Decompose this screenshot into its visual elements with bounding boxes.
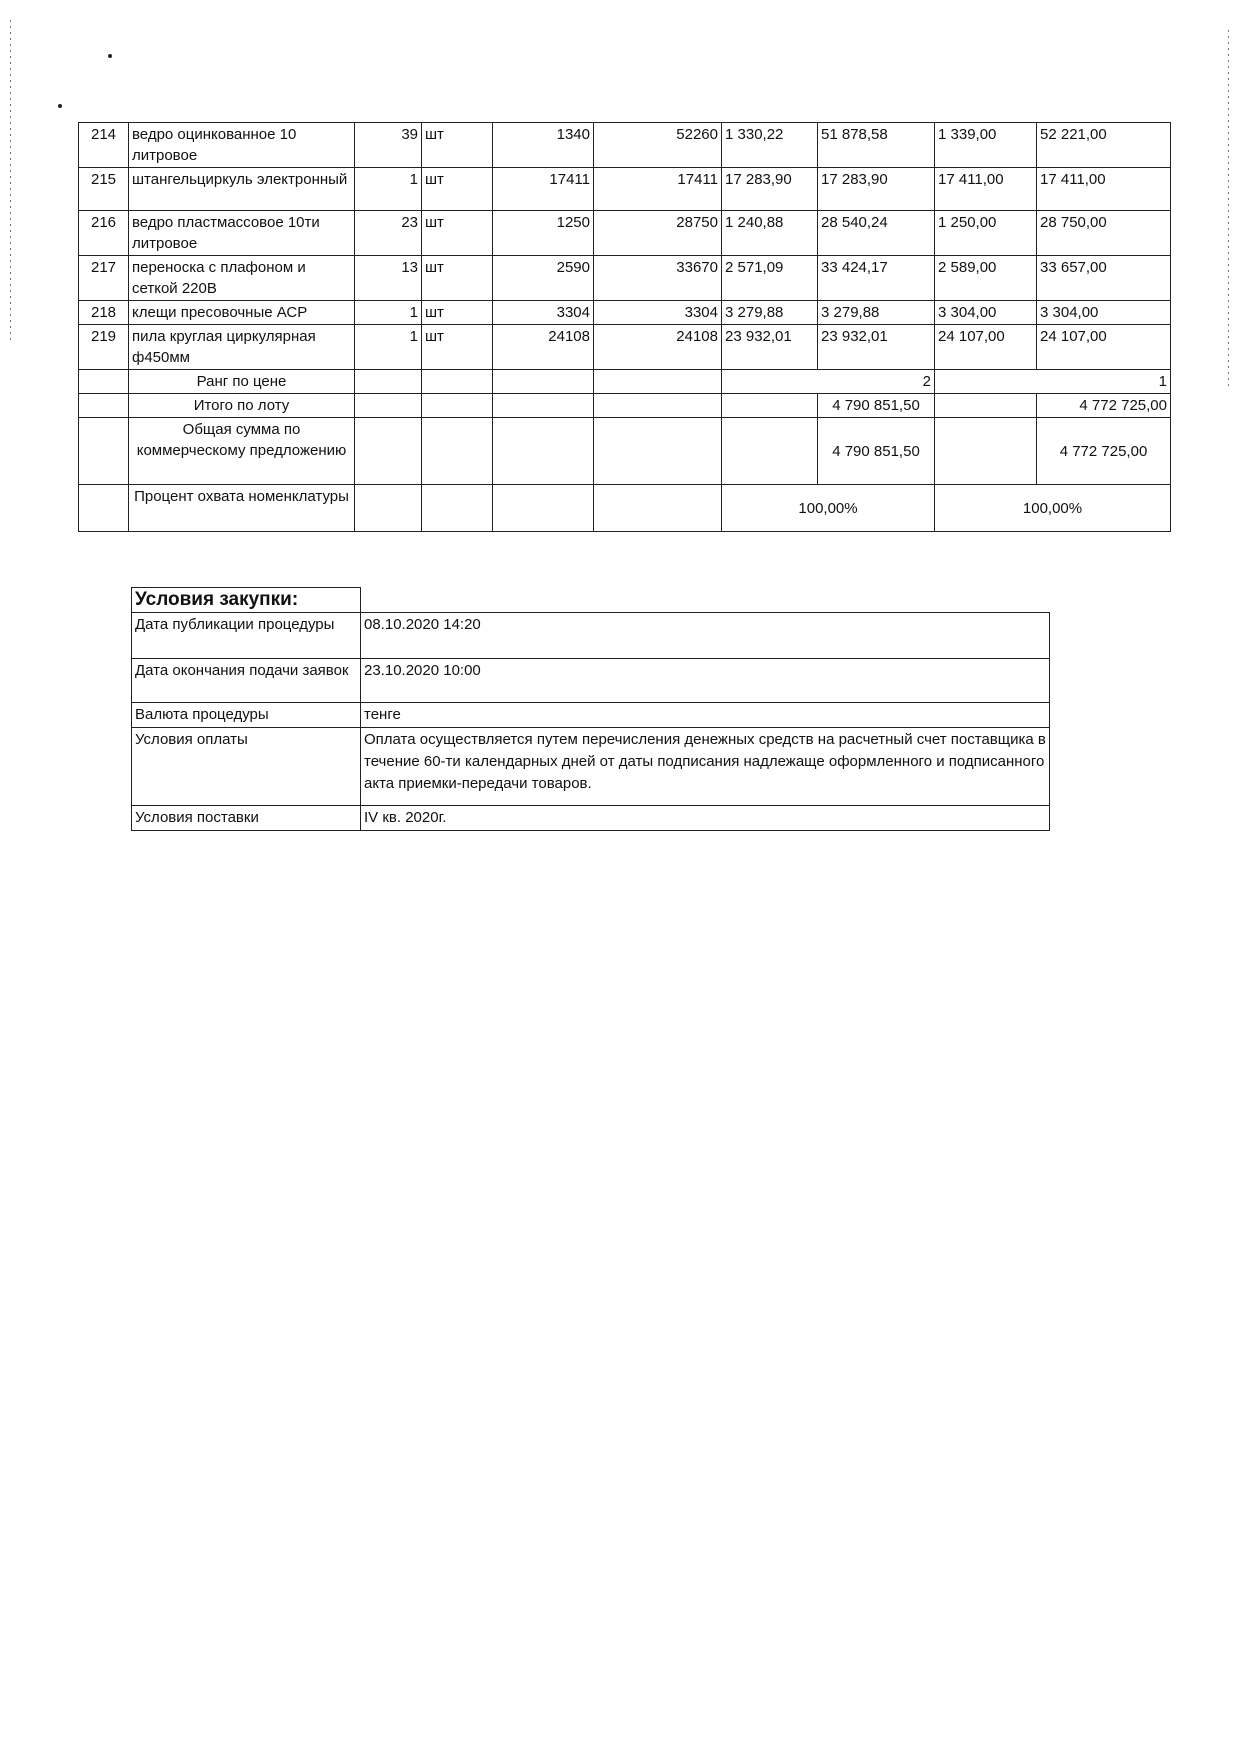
offer-total-row: [79, 418, 1171, 485]
table-row: [79, 325, 1171, 370]
item-price: 1340: [493, 123, 594, 168]
supplier2-sum: 33 657,00: [1037, 256, 1171, 301]
condition-row: [132, 728, 1050, 806]
item-number: 219: [79, 325, 129, 370]
table-row: [79, 256, 1171, 301]
item-price: 2590: [493, 256, 594, 301]
supplier2-sum: 3 304,00: [1037, 301, 1171, 325]
item-number: 215: [79, 168, 129, 211]
condition-label: Дата публикации процедуры: [132, 613, 361, 659]
table-row: [79, 123, 1171, 168]
item-number: 216: [79, 211, 129, 256]
coverage-row: [79, 485, 1171, 532]
supplier1-sum: 3 279,88: [818, 301, 935, 325]
supplier1-price: 17 283,90: [722, 168, 818, 211]
item-qty: 1: [355, 301, 422, 325]
conditions-heading: Условия закупки:: [132, 588, 361, 613]
item-price: 17411: [493, 168, 594, 211]
item-number: 214: [79, 123, 129, 168]
item-name: ведро пластмассовое 10ти литровое: [129, 211, 355, 256]
item-price: 3304: [493, 301, 594, 325]
supplier2-price: 17 411,00: [935, 168, 1037, 211]
rank-supplier1: 2: [722, 370, 935, 394]
item-qty: 23: [355, 211, 422, 256]
coverage-supplier1: 100,00%: [722, 485, 935, 532]
purchase-conditions-table: [131, 587, 1050, 831]
coverage-label: Процент охвата номенклатуры: [129, 485, 355, 532]
rank-label: Ранг по цене: [129, 370, 355, 394]
condition-label: Условия поставки: [132, 806, 361, 831]
lot-total-supplier1: 4 790 851,50: [818, 394, 935, 418]
supplier2-sum: 17 411,00: [1037, 168, 1171, 211]
scan-mark: [58, 104, 62, 108]
condition-label: Валюта процедуры: [132, 703, 361, 728]
rank-supplier2: 1: [935, 370, 1171, 394]
item-number: 217: [79, 256, 129, 301]
supplier2-price: 2 589,00: [935, 256, 1037, 301]
supplier1-sum: 28 540,24: [818, 211, 935, 256]
item-unit: шт: [422, 211, 493, 256]
item-qty: 1: [355, 325, 422, 370]
condition-row: [132, 613, 1050, 659]
item-qty: 13: [355, 256, 422, 301]
condition-value: тенге: [361, 703, 1050, 728]
item-sum: 28750: [594, 211, 722, 256]
item-sum: 17411: [594, 168, 722, 211]
item-unit: шт: [422, 123, 493, 168]
item-name: переноска с плафоном и сеткой 220В: [129, 256, 355, 301]
supplier1-price: 23 932,01: [722, 325, 818, 370]
item-sum: 52260: [594, 123, 722, 168]
scan-mark: [108, 54, 112, 58]
condition-label: Дата окончания подачи заявок: [132, 659, 361, 703]
condition-value: Оплата осуществляется путем перечисления денежных средств на расчетный счет поставщика в течение 60-ти календарных дней от даты подписания надлежаще оформленного и подписанного акта приемки-передачи товаров.: [361, 728, 1050, 806]
supplier1-sum: 23 932,01: [818, 325, 935, 370]
items-body: [79, 123, 1171, 532]
item-name: клещи пресовочные АСР: [129, 301, 355, 325]
item-sum: 33670: [594, 256, 722, 301]
lot-total-label: Итого по лоту: [129, 394, 355, 418]
supplier2-price: 1 250,00: [935, 211, 1037, 256]
supplier1-sum: 51 878,58: [818, 123, 935, 168]
scan-edge: [10, 20, 11, 340]
condition-value: 08.10.2020 14:20: [361, 613, 1050, 659]
condition-value: IV кв. 2020г.: [361, 806, 1050, 831]
item-number: 218: [79, 301, 129, 325]
offer-total-label: Общая сумма по коммерческому предложению: [129, 418, 355, 485]
scan-edge: [1228, 30, 1229, 390]
item-unit: шт: [422, 301, 493, 325]
item-sum: 24108: [594, 325, 722, 370]
supplier1-sum: 33 424,17: [818, 256, 935, 301]
item-qty: 39: [355, 123, 422, 168]
rank-row: [79, 370, 1171, 394]
supplier1-price: 2 571,09: [722, 256, 818, 301]
condition-row: [132, 659, 1050, 703]
item-price: 24108: [493, 325, 594, 370]
supplier2-price: 24 107,00: [935, 325, 1037, 370]
item-name: штангельциркуль электронный: [129, 168, 355, 211]
items-table: [78, 122, 1171, 532]
item-unit: шт: [422, 256, 493, 301]
conditions-heading-row: [132, 588, 1050, 613]
item-unit: шт: [422, 325, 493, 370]
supplier2-price: 3 304,00: [935, 301, 1037, 325]
condition-row: [132, 806, 1050, 831]
table-row: [79, 168, 1171, 211]
coverage-supplier2: 100,00%: [935, 485, 1171, 532]
supplier2-sum: 52 221,00: [1037, 123, 1171, 168]
supplier1-price: 1 240,88: [722, 211, 818, 256]
supplier2-price: 1 339,00: [935, 123, 1037, 168]
offer-total-supplier1: 4 790 851,50: [818, 418, 935, 485]
offer-total-supplier2: 4 772 725,00: [1037, 418, 1171, 485]
item-price: 1250: [493, 211, 594, 256]
supplier1-price: 1 330,22: [722, 123, 818, 168]
supplier1-price: 3 279,88: [722, 301, 818, 325]
condition-label: Условия оплаты: [132, 728, 361, 806]
lot-total-supplier2: 4 772 725,00: [1037, 394, 1171, 418]
supplier1-sum: 17 283,90: [818, 168, 935, 211]
item-sum: 3304: [594, 301, 722, 325]
item-name: пила круглая циркулярная ф450мм: [129, 325, 355, 370]
supplier2-sum: 28 750,00: [1037, 211, 1171, 256]
item-qty: 1: [355, 168, 422, 211]
table-row: [79, 301, 1171, 325]
item-unit: шт: [422, 168, 493, 211]
item-name: ведро оцинкованное 10 литровое: [129, 123, 355, 168]
lot-total-row: [79, 394, 1171, 418]
condition-value: 23.10.2020 10:00: [361, 659, 1050, 703]
table-row: [79, 211, 1171, 256]
condition-row: [132, 703, 1050, 728]
supplier2-sum: 24 107,00: [1037, 325, 1171, 370]
